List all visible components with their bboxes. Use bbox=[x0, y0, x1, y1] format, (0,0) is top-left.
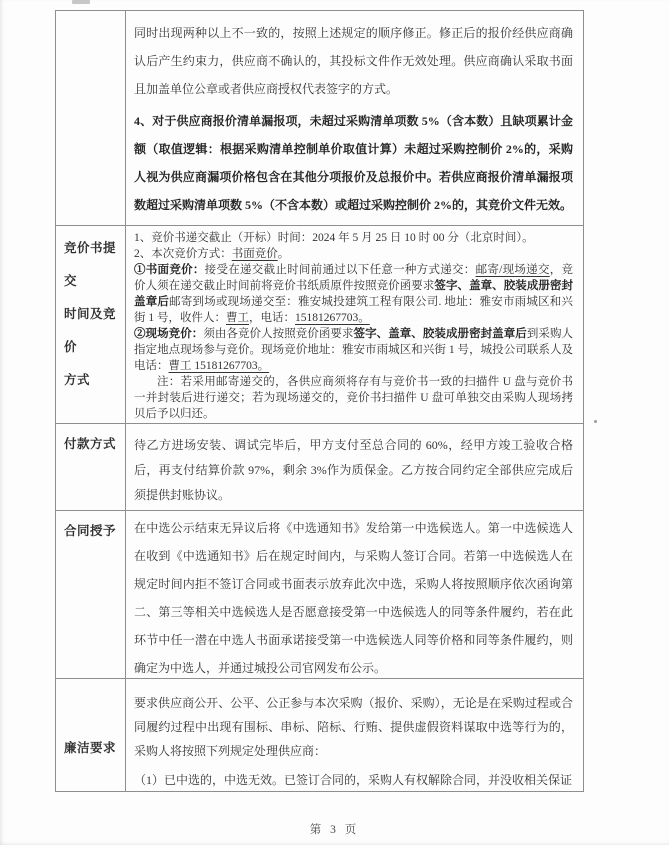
contact-phone-underlined: 15181267703。 bbox=[295, 312, 370, 324]
bid-method-underlined: 书面竞价 bbox=[231, 248, 278, 260]
clause-usb-note: 注：若采用邮寄递交的，各供应商须将存有与竞价书一致的扫描件 U 盘与竞价书一并封装后进行递交；若为现场递交的，竞价书扫描件 U 盘可单独交由采购人现场拷贝后予以归还。 bbox=[134, 376, 573, 420]
clause-payment-terms: 待乙方进场安装、调试完毕后，甲方支付至总合同的 60%，经甲方竣工验收合格后，再支付结算价款 97%，剩余 3%作为质保金。乙方按合同约定全部供应完成后须提供封账协议。 bbox=[134, 438, 573, 502]
table-row-integrity bbox=[56, 679, 583, 791]
clause-correction-order: 同时出现两种以上不一致的，按照上述规定的顺序修正。修正后的报价经供应商确认后产生约束力，供应商不确认的，其投标文件作无效处理。供应商确认采取书面且加盖单位公章或者供应商授权代表签字的方式。 bbox=[134, 26, 573, 96]
contact-underlined: 曹工 15181267703。 bbox=[168, 360, 270, 372]
cell-contract-award bbox=[126, 511, 583, 678]
text-segment: 。 bbox=[277, 248, 290, 260]
text-segment: 邮寄到场或现场递交至：雅安城投建筑工程有限公司. 地址：雅安市雨城区和兴街 1 号，收件人： bbox=[134, 296, 574, 324]
text-segment: 2、本次竞价方式： bbox=[134, 248, 232, 260]
page-number: 第 3 页 bbox=[309, 824, 360, 836]
row-header-contract-award: 合同授予 bbox=[56, 511, 126, 678]
row-header-empty bbox=[56, 11, 126, 225]
clause-written-bid bbox=[134, 262, 573, 326]
contact-name-underlined: 曹工 bbox=[226, 312, 249, 324]
row-header-payment: 付款方式 bbox=[56, 424, 126, 510]
table-row-payment bbox=[56, 424, 583, 511]
clause-integrity-requirement: 要求供应商公开、公平、公正参与本次采购（报价、采购），无论是在采购过程或合同履约过程中出现有围标、串标、陪标、行贿、提供虚假资料谋取中选等行为的，采购人将按照下列规定处理供应商： bbox=[134, 696, 573, 758]
text-segment: 到采购人指定地点现场参与竞价。现场竞价地址：雅安市雨城区和兴街 1 号，城投公司联系人及电话： bbox=[134, 328, 574, 372]
clause-contract-award: 在中选公示结束无异议后将《中选通知书》发给第一中选候选人。第一中选候选人在收到《中选通知书》后在规定时间内，与采购人签订合同。若第一中选候选人在规定时间内拒不签订合同或书面表示放弃此次中选，采购人将按照顺序依次函询第二、第三等相关中选候选人是否愿意接受第一中选候选人的同等条件履约，若在此环节中任一潜在中选人书面承诺接受第一中选候选人同等价格和同等条件履约，则确定为中选人，并通过城投公司官网发布公示。 bbox=[134, 521, 573, 675]
row-header-bid-submission bbox=[56, 226, 126, 423]
text-segment: ，竞价人须在递交截止时间前将竞价书纸质原件按照竞价函要求 bbox=[134, 264, 574, 292]
row-header-integrity: 廉洁要求 bbox=[56, 679, 126, 791]
clause-deadline: 1、竞价书递交截止（开标）时间：2024 年 5 月 25 日 10 时 00 分（北京时间）。 bbox=[134, 232, 534, 244]
cell-bid-submission bbox=[126, 226, 583, 423]
sealing-requirements-bold: 签字、盖章、胶装成册密封盖章后 bbox=[353, 328, 527, 340]
row-header-line: 竞价书提交 bbox=[64, 241, 117, 288]
text-segment: ，电话： bbox=[249, 312, 295, 324]
table-row-bid-submission bbox=[56, 226, 583, 424]
cell-integrity bbox=[126, 679, 583, 791]
clause-bid-method bbox=[134, 246, 573, 262]
row-header-line: 时间及竞价 bbox=[64, 307, 117, 354]
table-row-contract-award bbox=[56, 511, 583, 679]
text-segment: 接受在递交截止时间前通过以下任意一种方式递交： bbox=[204, 264, 476, 276]
cell-payment bbox=[126, 424, 583, 510]
delivery-methods-underlined: 邮寄/现场递交 bbox=[475, 264, 550, 276]
written-bid-label: ①书面竞价： bbox=[134, 264, 205, 276]
scan-speck bbox=[594, 420, 597, 423]
clause-onsite-bid bbox=[134, 326, 573, 374]
sealing-requirements-bold: 签字、盖章、胶装成册密封盖章后 bbox=[134, 280, 573, 308]
clause-integrity-penalty-1: （1）已中选的，中选无效。已签订合同的，采购人有权解除合同，并没收相关保证 bbox=[134, 773, 573, 787]
procurement-terms-table bbox=[55, 10, 584, 792]
table-row-correction-rules bbox=[56, 11, 583, 226]
scan-smudge bbox=[72, 0, 90, 4]
onsite-bid-label: ②现场竞价： bbox=[134, 328, 204, 340]
text-segment: 须由各竞价人按照竞价函要求 bbox=[203, 328, 354, 340]
clause-missing-items-rule: 4、对于供应商报价清单漏报项，未超过采购清单项数 5%（含本数）且缺项累计金额（取值逻辑：根据采购清单控制单价取值计算）未超过采购控制价 2%的，采购人视为供应商漏项价格包含在其他分项报价及总报价中。若供应商报价清单漏报项数超过采购清单项数 5%（不含本数）或超过采购控制价 2%的，其竞价文件无效。 bbox=[134, 114, 573, 212]
row-header-line: 方式 bbox=[64, 373, 91, 387]
cell-correction-rules bbox=[126, 11, 583, 225]
